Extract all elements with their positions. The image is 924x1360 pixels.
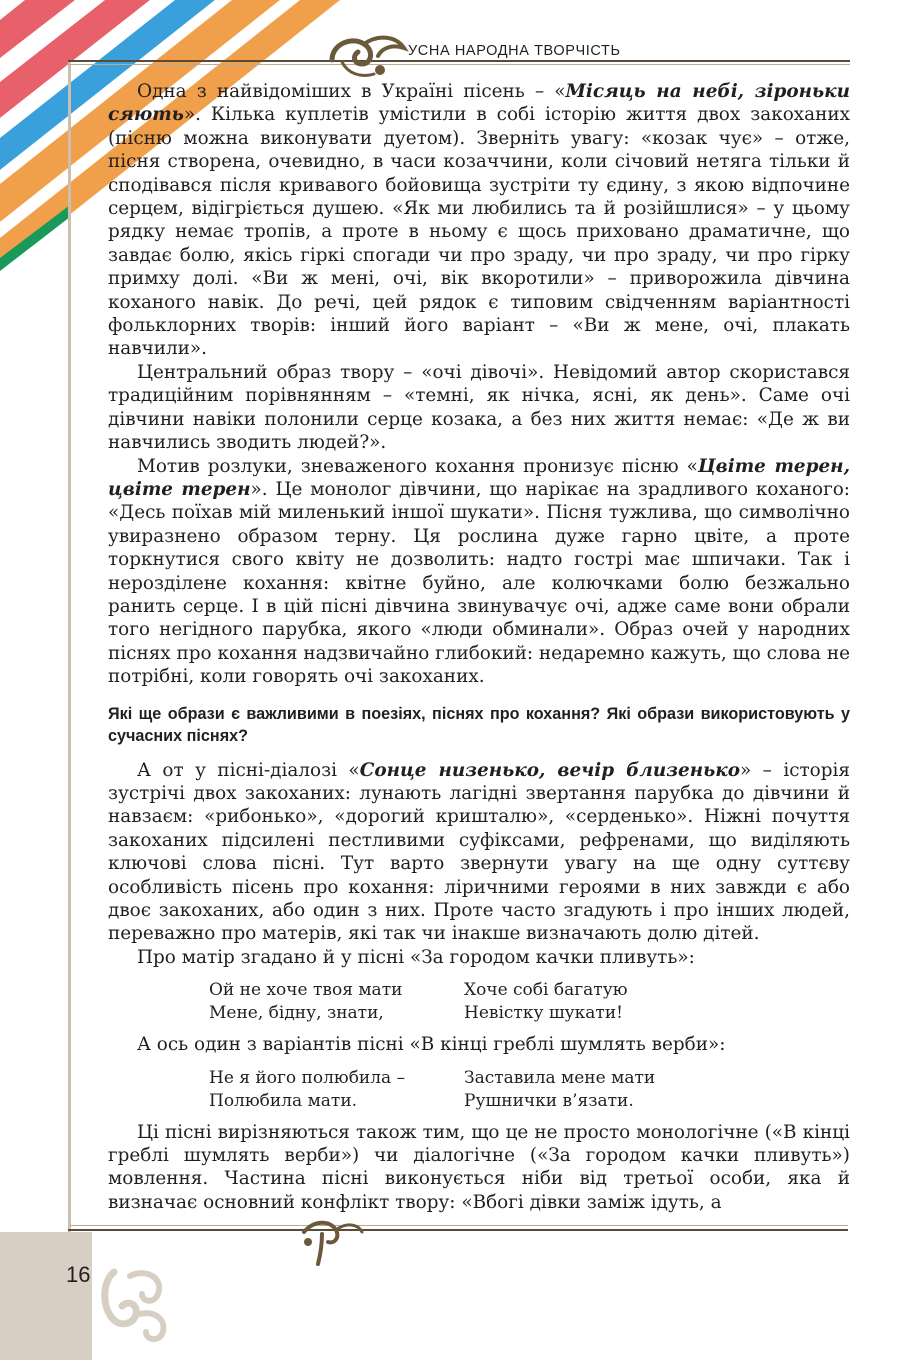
- frame-bottom-line: [68, 1229, 848, 1231]
- verse-line: Не я його полюбила –: [209, 1067, 406, 1088]
- main-content: [108, 80, 850, 1214]
- verse-line: Ой не хоче твоя мати: [209, 980, 403, 1001]
- paragraph: А от у пісні-діалозі «Сонце низенько, вечір близенько» – історія зустрічі двох закоханих: лунають лагідні звертання парубка до дівчини й навзаєм: «рибонько», «дорогий кришталю», «серденько». Ніжні почуття закоханих підсилені пестливими суфіксами, рефренами, що виділяють ключові слова пісні. Тут варто звернути увагу на ще одну суттєву особливість пісень про кохання: ліричними героями в них завжди є або двоє закоханих, або один з них. Проте часто згадують і про інших людей, переважно про матерів, які так чи інакше визначають долю дітей.: [108, 759, 851, 945]
- verse-line: Полюбила мати.: [209, 1090, 358, 1111]
- verse-block: [209, 1067, 850, 1113]
- paragraph: Одна з найвідоміших в Україні пісень – «Місяць на небі, зіроньки сяють». Кілька куплетів умістили в собі історію життя двох закоханих (пісню можна виконувати дуетом). Зверніть увагу: «козак чує» – отже, пісня створена, очевидно, в часи козаччини, коли січовий нетяга тільки й сподівався після кривавого бойовища зустріти ту єдину, з якою відпочине серцем, відігріється душею. «Як ми любились та й розійшлися» – у цьому рядку немає тропів, а проте в ньому є щось приховано драматичне, що завдає болю, якісь гіркі спогади чи про зраду, чи про зраду, чи про гірку примху долі. «Ви ж мені, очі, вік вкоротили» – приворожила дівчина коханого навік. До речі, цей рядок є типовим свідченням варіантності фольклорних творів: інший його варіант – «Ви ж мене, очі, плакать навчили».: [108, 81, 850, 360]
- page-number: 16: [66, 1262, 91, 1287]
- verse-line: Невістку шукати!: [464, 1003, 623, 1024]
- paragraph: Про матір згадано й у пісні «За городом качки пливуть»:: [137, 946, 695, 968]
- ornament-flourish-icon: [322, 30, 410, 82]
- verse-column-right: [464, 1067, 719, 1113]
- ornament-flourish-icon: [296, 1212, 366, 1266]
- verse-line: Мене, бідну, знати,: [209, 1003, 384, 1024]
- question-heading: Які ще образи є важливими в поезіях, піснях про кохання? Які образи використовують у сучасних піснях?: [108, 704, 850, 745]
- song-title: Місяць на небі, зіроньки сяють: [108, 81, 850, 126]
- running-header: УСНА НАРОДНА ТВОРЧІСТЬ: [408, 43, 621, 59]
- verse-line: Заставила мене мати: [464, 1067, 656, 1088]
- page-corner-strip: [0, 1232, 92, 1360]
- frame-top-line: [68, 60, 850, 62]
- paragraph: Мотив розлуки, зневаженого кохання пронизує пісню «Цвіте терен, цвіте терен». Це монолог дівчини, що нарікає на зрадливого коханого: «Десь поїхав мій миленький іншої шукати». Пісня тужлива, що символічно увиразнено образом терну. Ця рослина дуже гарно цвіте, а проте торкнутися свого квіту не дозволить: надто гострі має шпичаки. Так і нерозділене кохання: квітне буйно, але колючками болю безжально ранить серце. І в цій пісні дівчина звинувачує очі, адже саме вони обрали того негідного парубка, якого «люди обминали». Образ очей у народних піснях про кохання надзвичайно глибокий: недаремно кажуть, що слова не потрібні, коли говорять очі закоханих.: [108, 455, 851, 688]
- paragraph: Центральний образ твору – «очі дівочі». Невідомий автор скористався традиційним порівнянням – «темні, як нічка, ясні, як день». Саме очі дівчини навіки полонили серце козака, а без них життя немає: «Де ж ви навчились зводить людей?».: [108, 361, 850, 454]
- paragraph: А ось один з варіантів пісні «В кінці греблі шумлять верби»:: [137, 1034, 726, 1056]
- verse-column-right: [464, 979, 719, 1025]
- verse-column-left: [209, 979, 464, 1025]
- song-title: Цвіте терен, цвіте терен: [108, 455, 850, 500]
- verse-column-left: [209, 1067, 464, 1113]
- verse-line: Хоче собі багатую: [464, 980, 628, 1001]
- frame-bottom-line-inner: [70, 1225, 848, 1226]
- frame-left-line: [68, 62, 71, 1232]
- frame-top-line-inner: [68, 64, 850, 65]
- verse-line: Рушнички в’язати.: [464, 1090, 634, 1111]
- verse-block: [209, 979, 850, 1025]
- decorative-flourish-icon: [96, 1262, 176, 1346]
- paragraph: Ці пісні вирізняються також тим, що це не просто монологічне («В кінці греблі шумлять верби») чи діалогічне («За городом качки пливуть») мовлення. Частина пісні виконується ніби від третьої особи, яка й визначає основний конфлікт твору: «Вбогі дівки заміж ідуть, а: [108, 1121, 850, 1213]
- song-title: Сонце низенько, вечір близенько: [359, 759, 740, 781]
